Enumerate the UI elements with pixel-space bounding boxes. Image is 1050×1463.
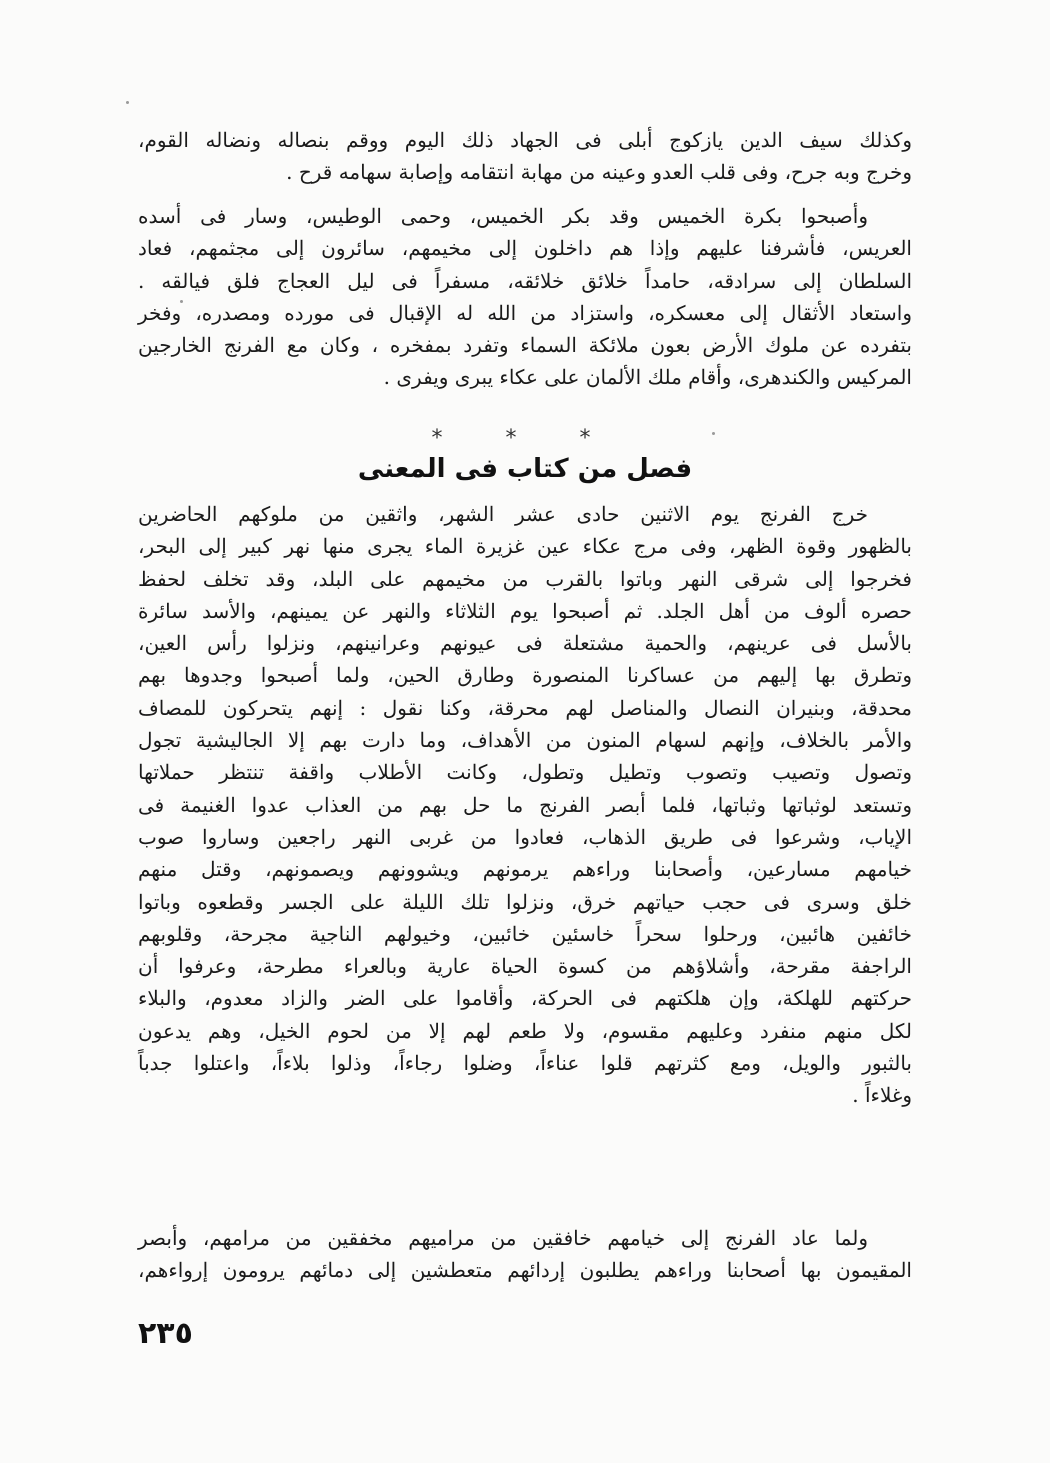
text-line: وأصبحوا بكرة الخميس وقد بكر الخميس، وحمى الوطيس، وسار فى أسده xyxy=(138,204,868,228)
text-line: السلطان إلى سرادقه، حامداً خلائق خلائقه، مسفراً فى ليل العجاج فلق فيالقه . xyxy=(138,268,912,293)
text-line: وكذلك سيف الدين يازكوج أبلى فى الجهاد ذلك اليوم ووقم بنصاله ونضاله القوم، xyxy=(138,128,912,152)
paragraph-1 xyxy=(138,124,912,189)
paragraph-3 xyxy=(138,498,912,1112)
text-line: حركتهم للهلكة، وإن هلكتهم فى الحركة، وأقاموا على الضر والزاد معدوم، والبلاء xyxy=(138,986,912,1011)
section-separator: * * * xyxy=(431,426,619,451)
text-line: الراجفة مقرحة، وأشلاؤهم من كسوة الحياة عارية وبالعراء مطرحة، وعرفوا أن xyxy=(138,954,912,979)
section-heading: فصل من كتاب فى المعنى xyxy=(357,454,693,484)
text-line: بالظهور وقوة الظهر، وفى مرج عكاء عين غزيرة الماء يجرى منها نهر كبير إلى البحر، xyxy=(138,534,913,559)
text-line: واستعاد الأثقال إلى معسكره، واستزاد من الله له الإقبال فى مورده ومصدره، وفخر xyxy=(138,300,912,325)
text-line: الإياب، وشرعوا فى طريق الذهاب، فعادوا من غربى النهر راجعين وساروا صوب xyxy=(138,824,912,849)
text-line: فخرجوا إلى شرقى النهر وباتوا بالقرب من مخيمهم على البلد، وقد تخلف لحفظ xyxy=(138,566,912,591)
text-line: المركيس والكندهرى، وأقام ملك الألمان على عكاء يبرى ويفرى . xyxy=(383,365,912,390)
text-line: وغلاءاً . xyxy=(852,1083,912,1108)
text-line: خلق وسرى فى حجب حياتهم خرق، ونزلوا تلك الليلة على الجسر وقطعوه وباتوا xyxy=(138,889,912,914)
text-line: وتطرق بها إليهم من عساكرنا المنصورة وطارق الحين، ولما أصبحوا وجدوها بهم xyxy=(138,663,913,688)
text-line: حصره ألوف من أهل الجلد. ثم أصبحوا يوم الثلاثاء والنهر عن يمينهم، والأسد سائرة xyxy=(138,598,912,623)
text-line: وخرج وبه جرح، وفى قلب العدو وعينه من مهابة انتقامه وإصابة سهامه قرح . xyxy=(286,160,912,185)
scan-speck xyxy=(126,101,129,104)
text-line: خائفين هائبين، ورحلوا سحراً خاسئين خائبين، وخيولهم الناجية مجرحة، وقلوبهم xyxy=(138,921,912,946)
paragraph-2 xyxy=(138,200,912,394)
text-line: وتصول وتصيب وتصوب وتطيل وتطول، وكانت الأطلاب واقفة تنتظر حملاتها xyxy=(138,760,912,785)
text-line: المقيمون بها أصحابنا وراءهم يطلبون إردائهم متعطشين إلى دمائهم يرومون إرواءهم، xyxy=(138,1258,912,1283)
text-line: وتستعد لوثباتها وثباتها، فلما أبصر الفرنج ما حل بهم من العذاب عدوا الغنيمة فى xyxy=(138,792,912,817)
text-line: بالثبور والويل، ومع كثرتهم قلوا عناءاً، وضلوا رجاءاً، وذلوا بلاءاً، واعتلوا جدباً xyxy=(138,1051,912,1076)
text-line: ولما عاد الفرنج إلى خيامهم خافقين من مراميهم مخفقين من مرامهم، وأبصر xyxy=(138,1226,868,1250)
text-line: العريس، فأشرفنا عليهم وإذا هم داخلون إلى مخيمهم، سائرون إلى مجثمهم، فعاد xyxy=(138,236,912,261)
paragraph-4 xyxy=(138,1222,912,1287)
text-line: لكل منهم منفرد وعليهم مقسوم، ولا طعم لهم إلا من لحوم الخيل، وهم يدعون xyxy=(138,1018,912,1043)
text-line: بتفرده عن ملوك الأرض بعون ملائكة السماء وتفرد بمفخره ، وكان مع الفرنج الخارجين xyxy=(138,333,912,358)
page-number: ٢٣٥ xyxy=(138,1316,193,1351)
text-line: خيامهم مسارعين، وأصحابنا وراءهم يرمونهم ويشوونهم ويصمونهم، وقتل منهم xyxy=(138,857,912,882)
text-line: والأمر بالخلاف، وإنهم لسهام المنون من الأهداف، وما دارت بهم إلا الجاليشية تجول xyxy=(138,728,912,753)
text-line: بالأسل فى عرينهم، والحمية مشتعلة فى عيونهم وعرانينهم، ونزلوا رأس العين، xyxy=(138,631,912,656)
text-line: خرج الفرنج يوم الاثنين حادى عشر الشهر، واثقين من ملوكهم الحاضرين xyxy=(138,502,868,526)
text-line: محدقة، وبنيران النصال والمناصل لهم محرقة، وكنا نقول : إنهم يتحركون للمصاف xyxy=(138,695,912,720)
